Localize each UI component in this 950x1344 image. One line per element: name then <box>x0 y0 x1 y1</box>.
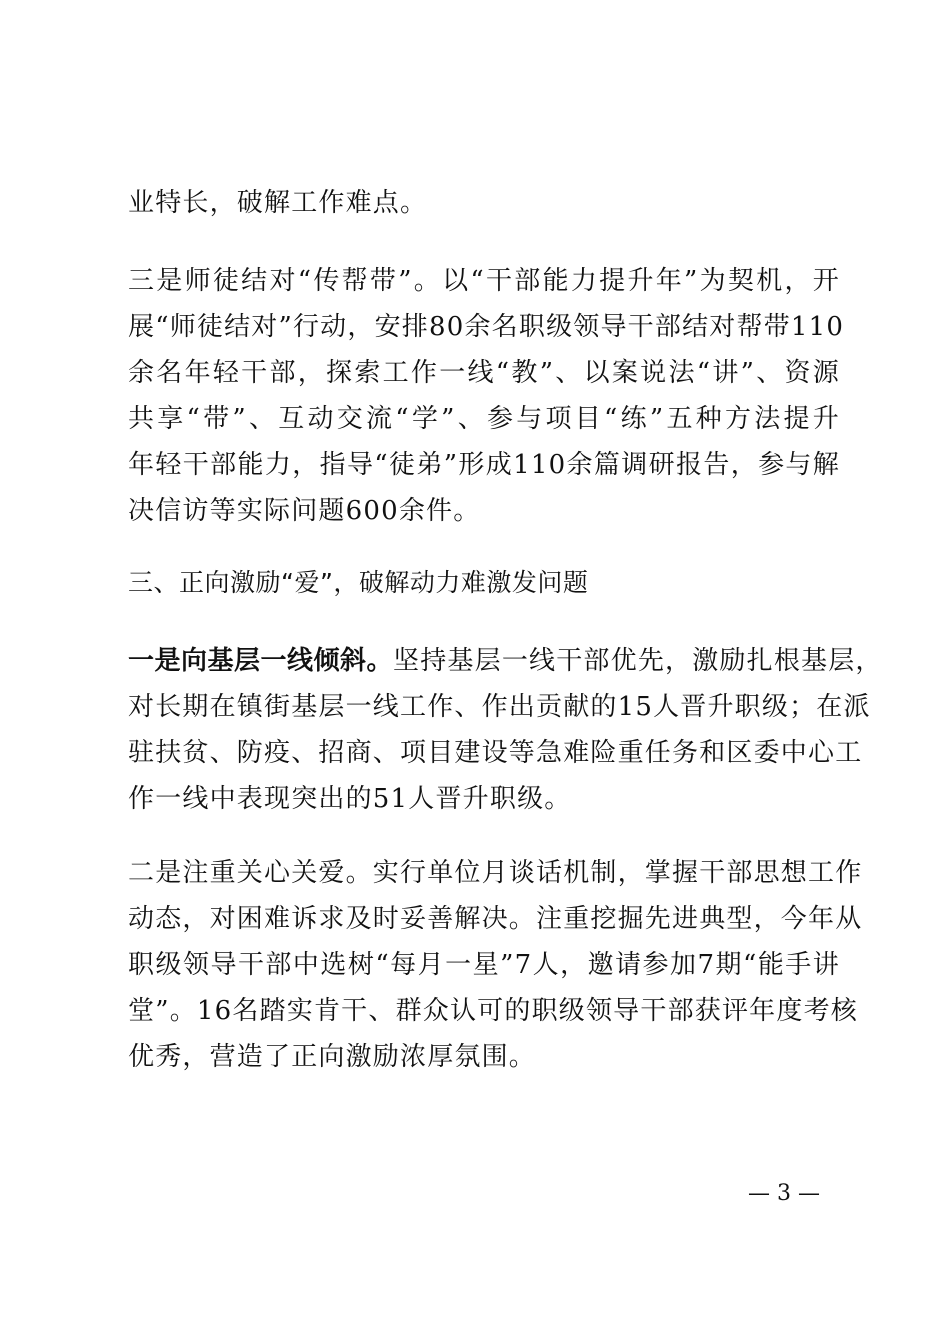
paragraph-line: 动态，对困难诉求及时妥善解决。注重挖掘先进典型，今年从 <box>128 904 863 934</box>
paragraph-text: 坚持基层一线干部优先，激励扎根基层， <box>393 646 883 676</box>
paragraph-line: 作一线中表现突出的51人晋升职级。 <box>128 784 572 814</box>
paragraph-line: 驻扶贫、防疫、招商、项目建设等急难险重任务和区委中心工 <box>128 738 863 768</box>
paragraph-line: 决信访等实际问题600余件。 <box>128 496 481 526</box>
paragraph-line: 对长期在镇街基层一线工作、作出贡献的15人晋升职级；在派 <box>128 692 871 722</box>
page-number: — 3 — <box>748 1181 820 1206</box>
paragraph-line: 优秀，营造了正向激励浓厚氛围。 <box>128 1042 537 1072</box>
paragraph-line: 二是注重关心关爱。实行单位月谈话机制，掌握干部思想工作 <box>128 858 863 888</box>
paragraph-line: 职级领导干部中选树“每月一星”7人，邀请参加7期“能手讲 <box>128 950 840 980</box>
section-heading: 三、正向激励“爱”，破解动力难激发问题 <box>128 568 589 597</box>
paragraph-line: 共享“带”、互动交流“学”、参与项目“练”五种方法提升 <box>128 404 840 434</box>
paragraph-line: 年轻干部能力，指导“徒弟”形成110余篇调研报告，参与解 <box>128 450 840 480</box>
paragraph-line: 业特长，破解工作难点。 <box>128 188 428 218</box>
paragraph-line: 堂”。16名踏实肯干、群众认可的职级领导干部获评年度考核 <box>128 996 858 1026</box>
paragraph-line <box>128 644 883 678</box>
paragraph-line: 余名年轻干部，探索工作一线“教”、以案说法“讲”、资源 <box>128 358 840 388</box>
paragraph-line: 展“师徒结对”行动，安排80余名职级领导干部结对帮带110 <box>128 312 845 342</box>
paragraph-line: 三是师徒结对“传帮带”。以“干部能力提升年”为契机，开 <box>128 266 840 296</box>
paragraph-lead: 一是向基层一线倾斜。 <box>128 646 394 676</box>
